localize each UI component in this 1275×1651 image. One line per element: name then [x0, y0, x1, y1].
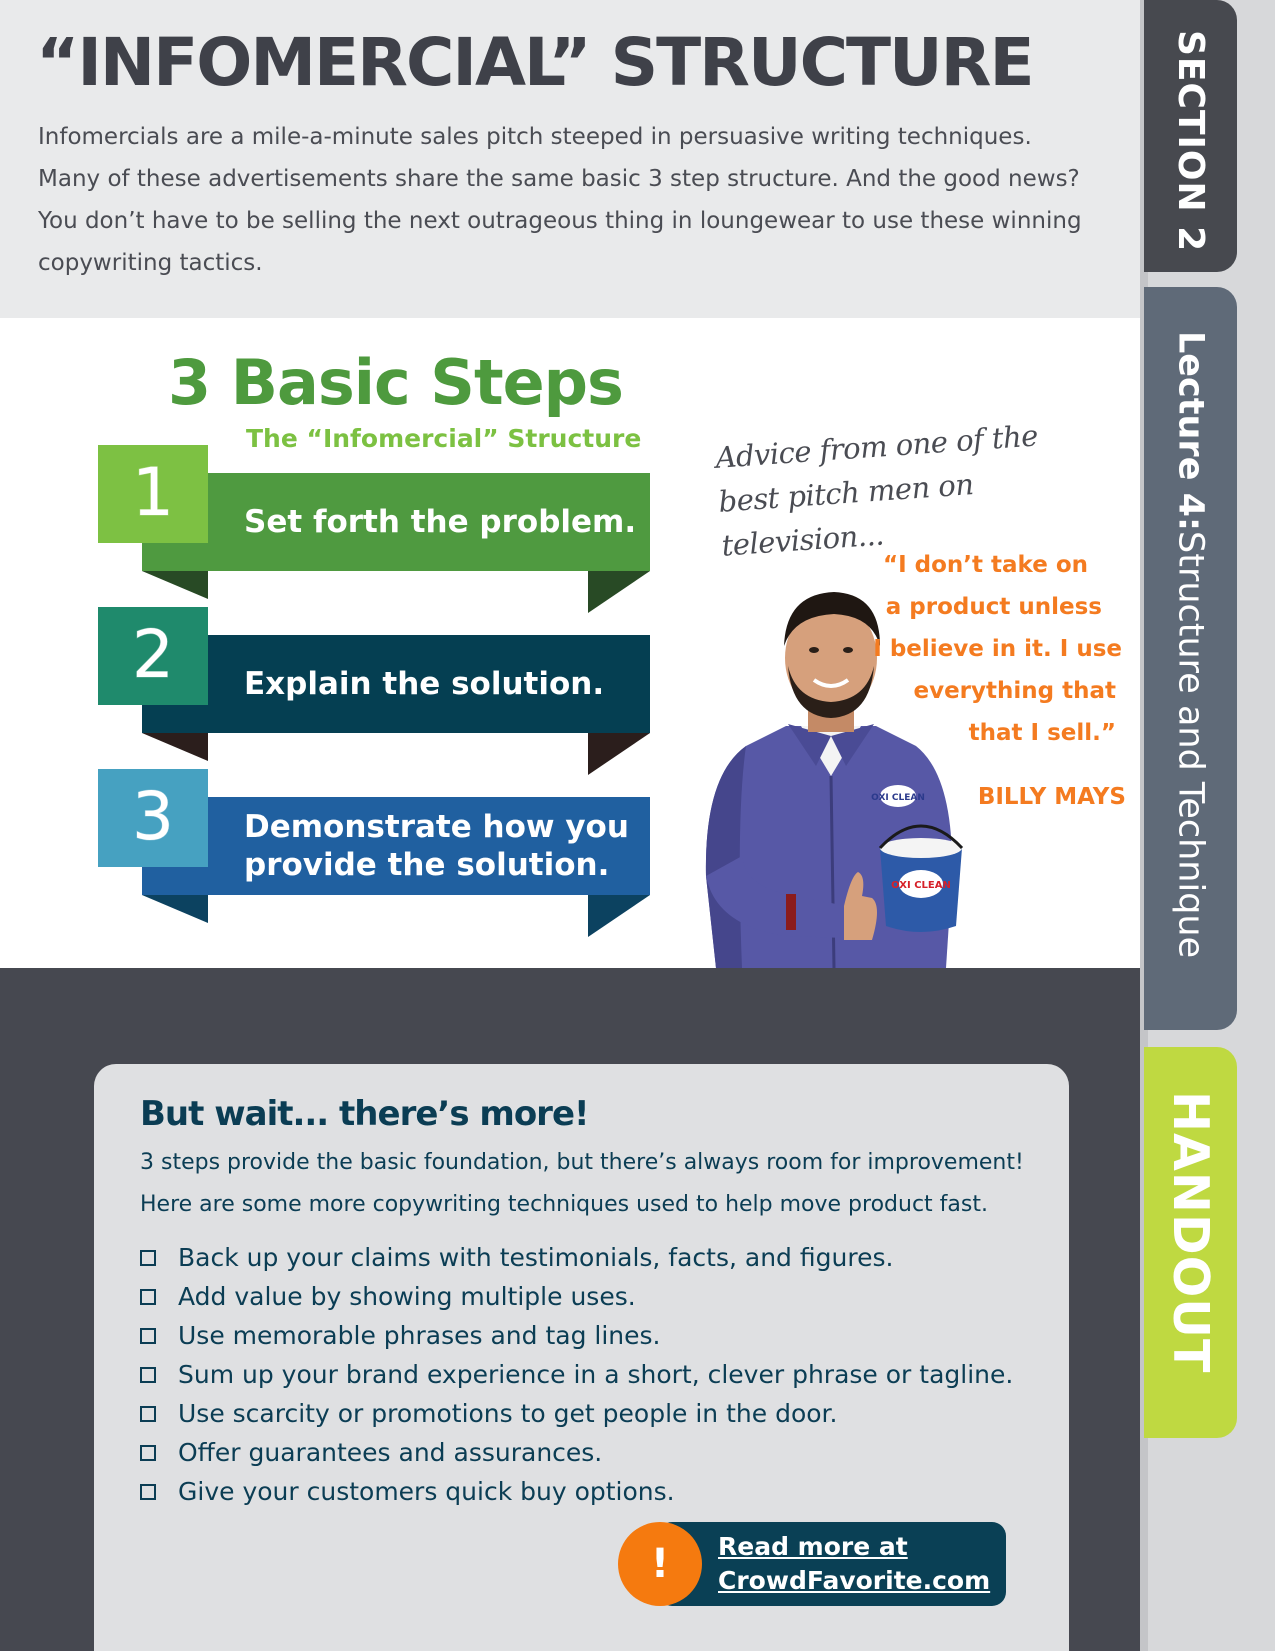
quote-author: BILLY MAYS [977, 784, 1126, 810]
checklist-item[interactable] [140, 1472, 1013, 1511]
checklist-item-label: Use memorable phrases and tag lines. [178, 1321, 661, 1350]
step-3 [98, 769, 650, 939]
checkbox-icon[interactable] [140, 1289, 156, 1305]
section-label: SECTION 2 [1170, 30, 1211, 253]
checkbox-icon[interactable] [140, 1367, 156, 1383]
page-title: “INFOMERCIAL” STRUCTURE [36, 24, 1033, 101]
banner-fold [142, 733, 208, 761]
header [0, 0, 1140, 318]
tab-lecture[interactable] [1144, 287, 1237, 1030]
bucket-logo: OXI CLEAN [891, 880, 951, 891]
step-number: 2 [132, 616, 174, 693]
step-label: Set forth the problem. [244, 504, 637, 540]
shirt-logo: OXI CLEAN [871, 793, 925, 803]
step-number-box [98, 769, 208, 867]
tab-section[interactable] [1144, 0, 1237, 272]
step-number-box [98, 445, 208, 543]
checklist-item-label: Back up your claims with testimonials, facts, and figures. [178, 1243, 894, 1272]
read-more-line: Read more at [718, 1532, 908, 1561]
checkbox-icon[interactable] [140, 1250, 156, 1266]
checklist-item[interactable] [140, 1238, 1013, 1277]
step-label: Demonstrate how you provide the solution. [244, 809, 629, 883]
checkbox-icon[interactable] [140, 1328, 156, 1344]
checklist-item[interactable] [140, 1316, 1013, 1355]
checklist-item-label: Sum up your brand experience in a short, clever phrase or tagline. [178, 1360, 1014, 1389]
tab-handout[interactable] [1144, 1047, 1237, 1438]
technique-checklist [140, 1238, 1013, 1511]
step-number: 3 [132, 778, 174, 855]
step-1 [98, 445, 650, 615]
quote [860, 544, 1122, 754]
checklist-item-label: Give your customers quick buy options. [178, 1477, 675, 1506]
card-text: 3 steps provide the basic foundation, but there’s always room for improvement! Here are some more copywriting techniques used to help move product fast. [140, 1150, 1024, 1217]
step-2 [98, 607, 650, 777]
quote-line: that I sell.” [968, 720, 1116, 746]
quote-line: everything that [913, 678, 1116, 704]
checklist-item[interactable] [140, 1277, 1013, 1316]
checklist-item[interactable] [140, 1433, 1013, 1472]
lecture-title: Structure and Technique [1170, 530, 1211, 959]
step-label: Explain the solution. [244, 666, 605, 702]
handwritten-advice: Advice from one of the best pitch men on television... [714, 418, 1039, 563]
banner-fold [588, 895, 650, 937]
steps-section [0, 318, 1140, 968]
quote-line: “I don’t take on [882, 552, 1088, 578]
banner-fold [142, 571, 208, 599]
lecture-label [1144, 331, 1237, 958]
checklist-item[interactable] [140, 1355, 1013, 1394]
read-more-button[interactable] [618, 1522, 1006, 1606]
banner-fold [142, 895, 208, 923]
read-more-link[interactable] [718, 1530, 990, 1598]
checklist-item[interactable] [140, 1394, 1013, 1433]
steps-title: 3 Basic Steps [168, 346, 623, 419]
alert-icon: ! [618, 1522, 702, 1606]
checkbox-icon[interactable] [140, 1406, 156, 1422]
step-number: 1 [132, 454, 174, 531]
checklist-item-label: Use scarcity or promotions to get people in the door. [178, 1399, 838, 1428]
step-number-box [98, 607, 208, 705]
checkbox-icon[interactable] [140, 1445, 156, 1461]
intro-paragraph: Infomercials are a mile-a-minute sales pitch steeped in persuasive writing techniques. Many of these advertisements share the same basic 3 step structure. And the good news? You don’t have to be selling the next outrageous thing in loungewear to use these winning copywriting tactics. [38, 124, 1082, 276]
card-title: But wait... there’s more! [140, 1094, 589, 1134]
checklist-item-label: Offer guarantees and assurances. [178, 1438, 603, 1467]
lecture-prefix: Lecture 4: [1170, 331, 1211, 531]
quote-line: I believe in it. I use [873, 636, 1122, 662]
read-more-url: CrowdFavorite.com [718, 1566, 991, 1595]
checklist-item-label: Add value by showing multiple uses. [178, 1282, 636, 1311]
handout-label: HANDOUT [1162, 1091, 1219, 1374]
quote-line: a product unless [885, 594, 1102, 620]
steps-subtitle: The “Infomercial” Structure [246, 424, 642, 453]
checkbox-icon[interactable] [140, 1484, 156, 1500]
